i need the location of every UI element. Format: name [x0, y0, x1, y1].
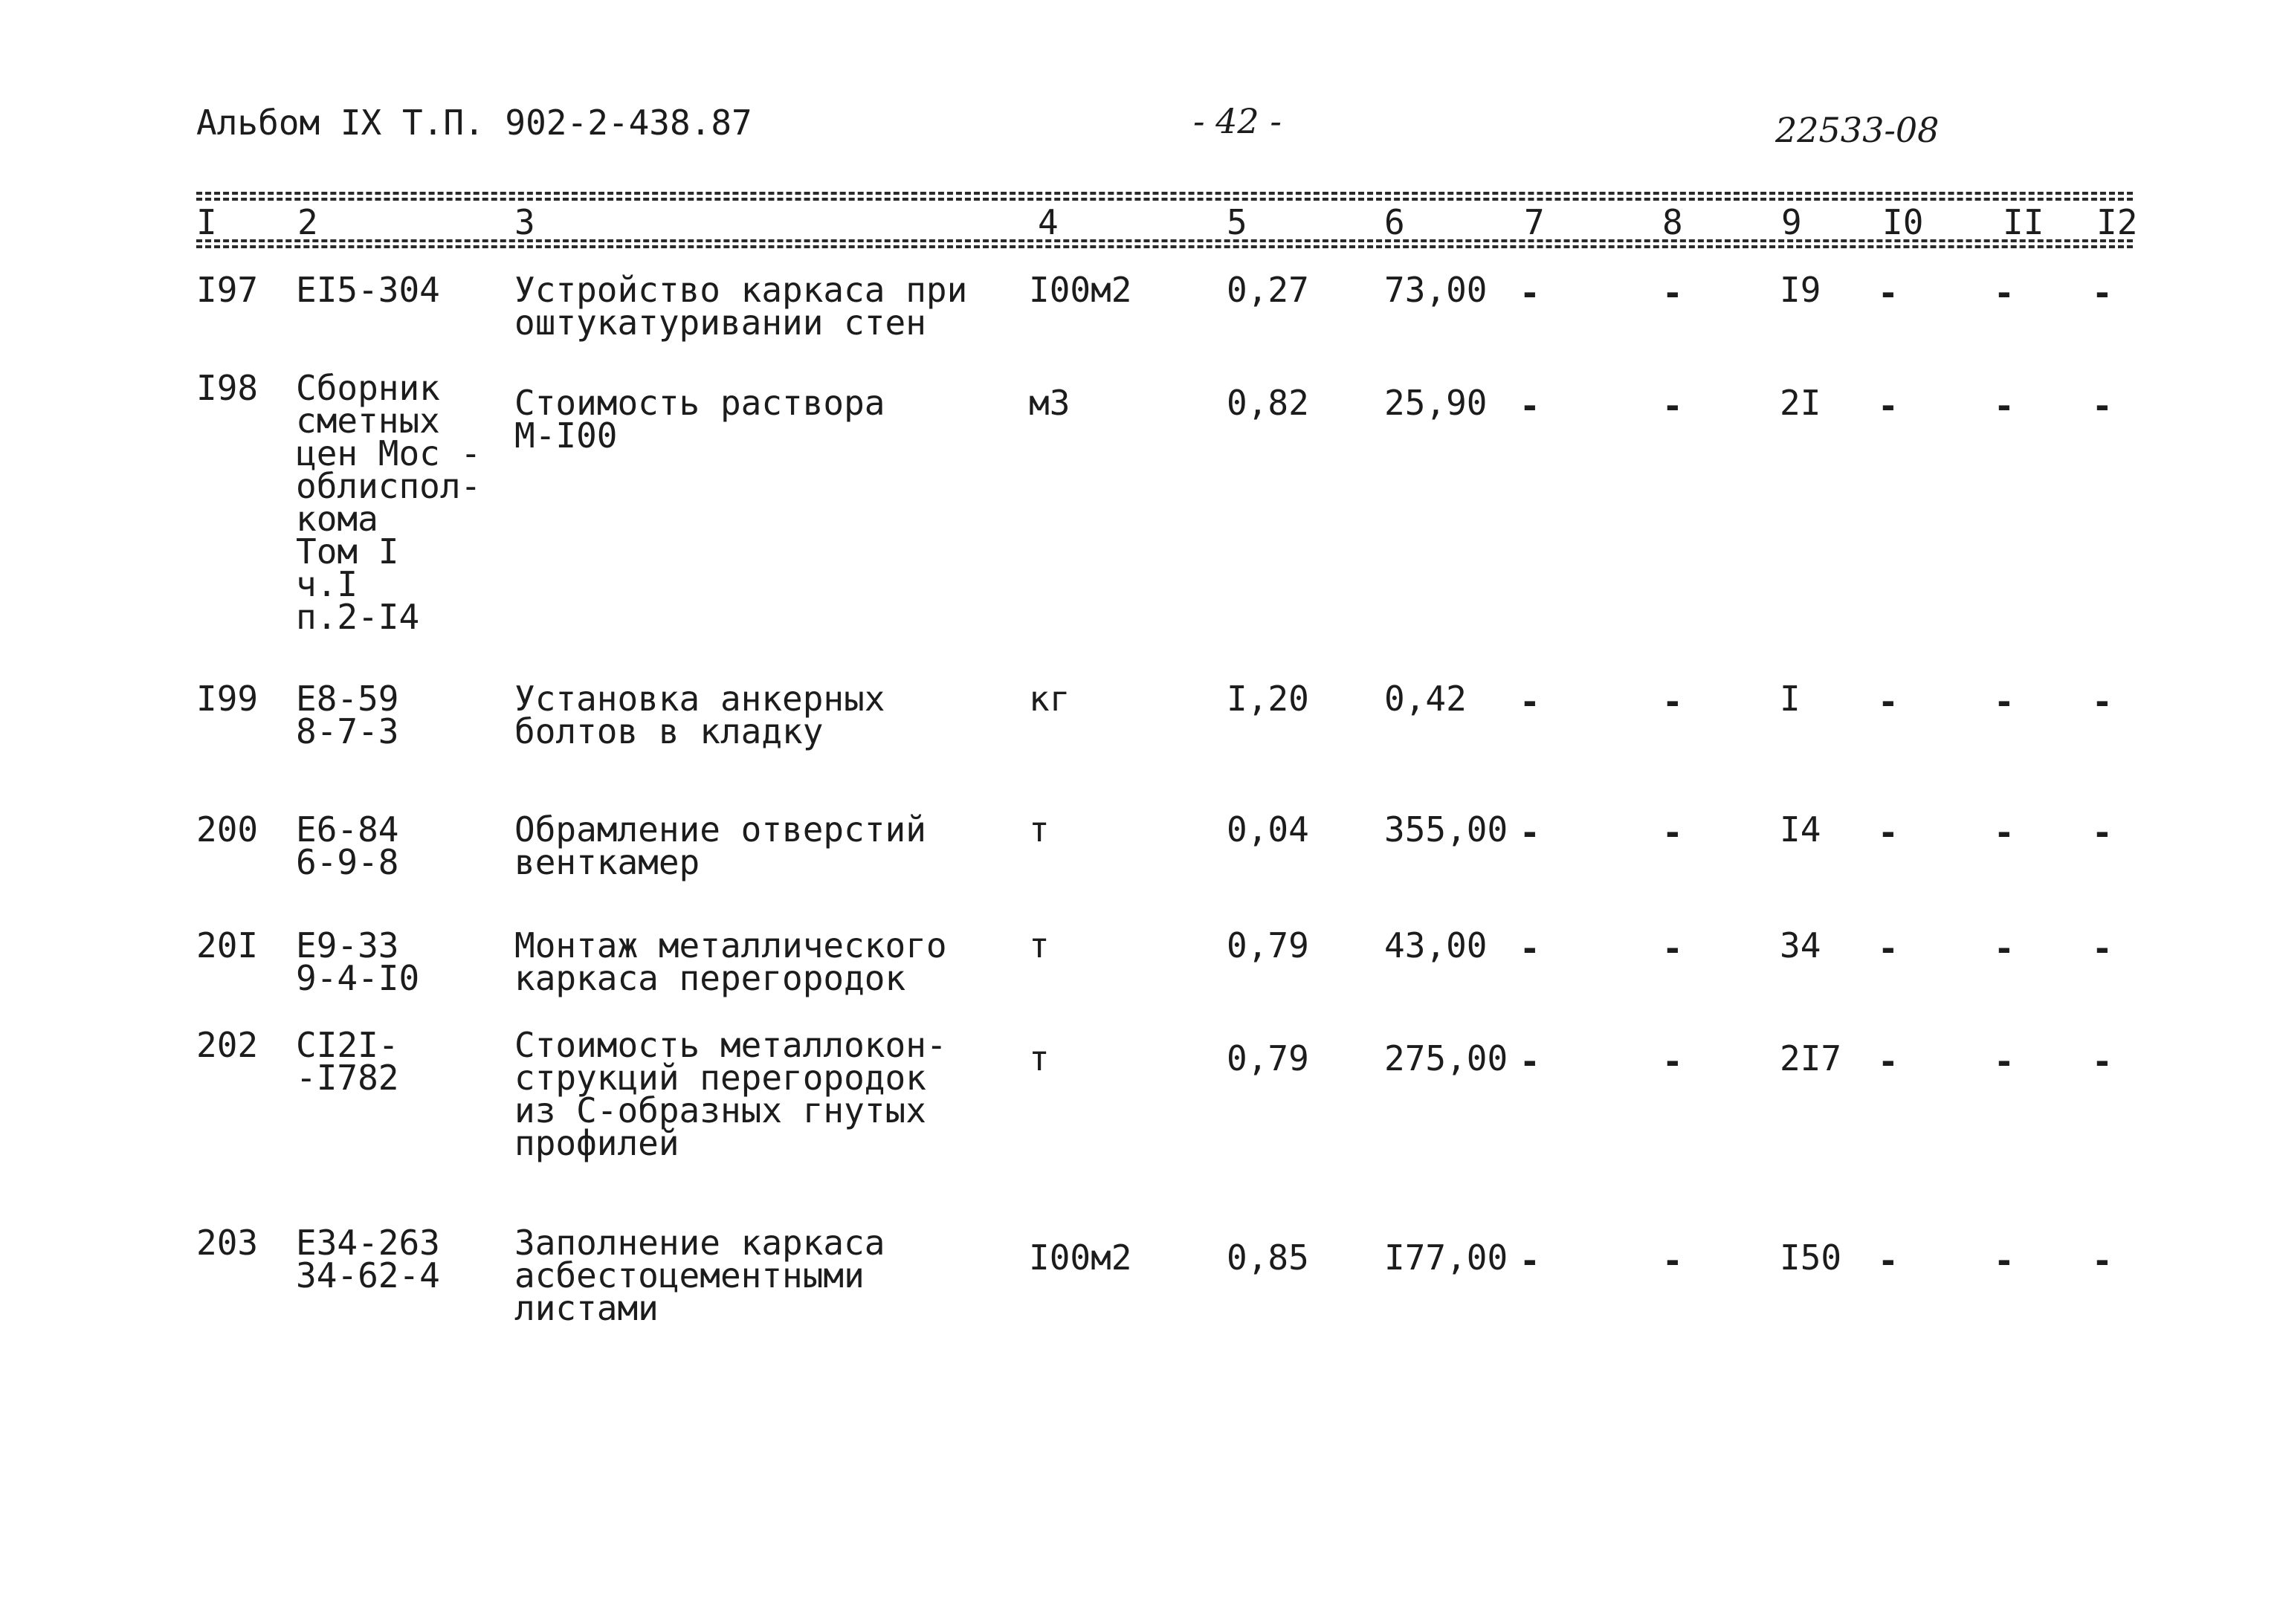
- col9-value: 2I: [1780, 383, 1821, 423]
- work-name: Стоимость металлокон- струкций перегородок из С-образных гнутых профилей: [514, 1025, 947, 1163]
- page-number: - 42 -: [1193, 101, 1282, 141]
- price-code: E8-59 8-7-3: [296, 679, 399, 751]
- col9-value: 34: [1780, 925, 1821, 965]
- row-number: 20I: [196, 925, 259, 965]
- col7-value: -: [1520, 928, 1540, 968]
- row-number: 203: [196, 1223, 259, 1263]
- unit: т: [1029, 1038, 1050, 1078]
- column-header: 8: [1662, 202, 1683, 242]
- unit: I00м2: [1029, 270, 1132, 310]
- work-name: Монтаж металлического каркаса перегородок: [514, 925, 947, 998]
- col12-value: -: [2092, 682, 2113, 722]
- column-header: 7: [1524, 202, 1545, 242]
- col8-value: -: [1662, 682, 1683, 722]
- album-title: Альбом IX Т.П. 902-2-438.87: [196, 103, 752, 143]
- column-header: 6: [1384, 202, 1405, 242]
- header-rule-top: [196, 192, 2133, 195]
- quantity: 0,85: [1227, 1238, 1309, 1278]
- col7-value: -: [1520, 682, 1540, 722]
- column-header: I2: [2096, 202, 2138, 242]
- unit-price: 25,90: [1384, 383, 1488, 423]
- col12-value: -: [2092, 812, 2113, 853]
- col10-value: -: [1878, 1041, 1899, 1081]
- col10-value: -: [1878, 1240, 1899, 1281]
- column-header: I: [196, 202, 217, 242]
- row-number: I97: [196, 270, 259, 310]
- col10-value: -: [1878, 273, 1899, 313]
- col11-value: -: [1994, 1041, 2015, 1081]
- col7-value: -: [1520, 1240, 1540, 1281]
- unit-price: 43,00: [1384, 925, 1488, 965]
- quantity: 0,79: [1227, 925, 1309, 965]
- work-name: Обрамление отверстий венткамер: [514, 809, 926, 882]
- col11-value: -: [1994, 682, 2015, 722]
- column-header: 9: [1781, 202, 1802, 242]
- col11-value: -: [1994, 273, 2015, 313]
- row-number: I99: [196, 679, 259, 719]
- col10-value: -: [1878, 386, 1899, 426]
- unit: I00м2: [1029, 1238, 1132, 1278]
- unit: т: [1029, 809, 1050, 850]
- col8-value: -: [1662, 386, 1683, 426]
- col11-value: -: [1994, 928, 2015, 968]
- col8-value: -: [1662, 1240, 1683, 1281]
- col7-value: -: [1520, 1041, 1540, 1081]
- unit: кг: [1029, 679, 1071, 719]
- column-header: 4: [1038, 202, 1059, 242]
- header-rule-bottom-second: [196, 245, 2133, 248]
- col9-value: 2I7: [1780, 1038, 1842, 1078]
- unit-price: 73,00: [1384, 270, 1488, 310]
- col8-value: -: [1662, 928, 1683, 968]
- row-number: 200: [196, 809, 259, 850]
- price-code: E34-263 34-62-4: [296, 1223, 440, 1295]
- col10-value: -: [1878, 928, 1899, 968]
- col7-value: -: [1520, 812, 1540, 853]
- quantity: 0,04: [1227, 809, 1309, 850]
- col9-value: I9: [1780, 270, 1821, 310]
- unit: т: [1029, 925, 1050, 965]
- unit-price: 275,00: [1384, 1038, 1508, 1078]
- price-code: E9-33 9-4-I0: [296, 925, 420, 998]
- col11-value: -: [1994, 1240, 2015, 1281]
- col11-value: -: [1994, 812, 2015, 853]
- unit-price: 0,42: [1384, 679, 1467, 719]
- column-header: 3: [514, 202, 535, 242]
- quantity: 0,82: [1227, 383, 1309, 423]
- unit-price: I77,00: [1384, 1238, 1508, 1278]
- quantity: 0,27: [1227, 270, 1309, 310]
- work-name: Установка анкерных болтов в кладку: [514, 679, 885, 751]
- row-number: 202: [196, 1025, 259, 1065]
- price-code: CI2I- -I782: [296, 1025, 399, 1098]
- column-header: I0: [1882, 202, 1924, 242]
- col11-value: -: [1994, 386, 2015, 426]
- col12-value: -: [2092, 1041, 2113, 1081]
- header-rule-top-second: [196, 198, 2133, 201]
- unit: м3: [1029, 383, 1071, 423]
- col12-value: -: [2092, 928, 2113, 968]
- col7-value: -: [1520, 273, 1540, 313]
- col8-value: -: [1662, 1041, 1683, 1081]
- col10-value: -: [1878, 812, 1899, 853]
- column-header: 2: [297, 202, 318, 242]
- price-code: Сборник сметных цен Мос - облиспол- кома Том I ч.I п.2-I4: [296, 368, 482, 637]
- col10-value: -: [1878, 682, 1899, 722]
- col12-value: -: [2092, 386, 2113, 426]
- column-header: II: [2003, 202, 2044, 242]
- work-name: Заполнение каркаса асбестоцементными листами: [514, 1223, 885, 1328]
- row-number: I98: [196, 368, 259, 408]
- header-rule-bottom: [196, 239, 2133, 242]
- col9-value: I4: [1780, 809, 1821, 850]
- col9-value: I: [1780, 679, 1801, 719]
- price-code: EI5-304: [296, 270, 440, 310]
- col9-value: I50: [1780, 1238, 1842, 1278]
- document-code: 22533-08: [1775, 110, 1940, 150]
- work-name: Устройство каркаса при оштукатуривании стен: [514, 270, 968, 343]
- unit-price: 355,00: [1384, 809, 1508, 850]
- quantity: 0,79: [1227, 1038, 1309, 1078]
- price-code: E6-84 6-9-8: [296, 809, 399, 882]
- col7-value: -: [1520, 386, 1540, 426]
- work-name: Стоимость раствора М-I00: [514, 383, 885, 456]
- column-header: 5: [1227, 202, 1247, 242]
- quantity: I,20: [1227, 679, 1309, 719]
- col12-value: -: [2092, 1240, 2113, 1281]
- col8-value: -: [1662, 812, 1683, 853]
- col8-value: -: [1662, 273, 1683, 313]
- col12-value: -: [2092, 273, 2113, 313]
